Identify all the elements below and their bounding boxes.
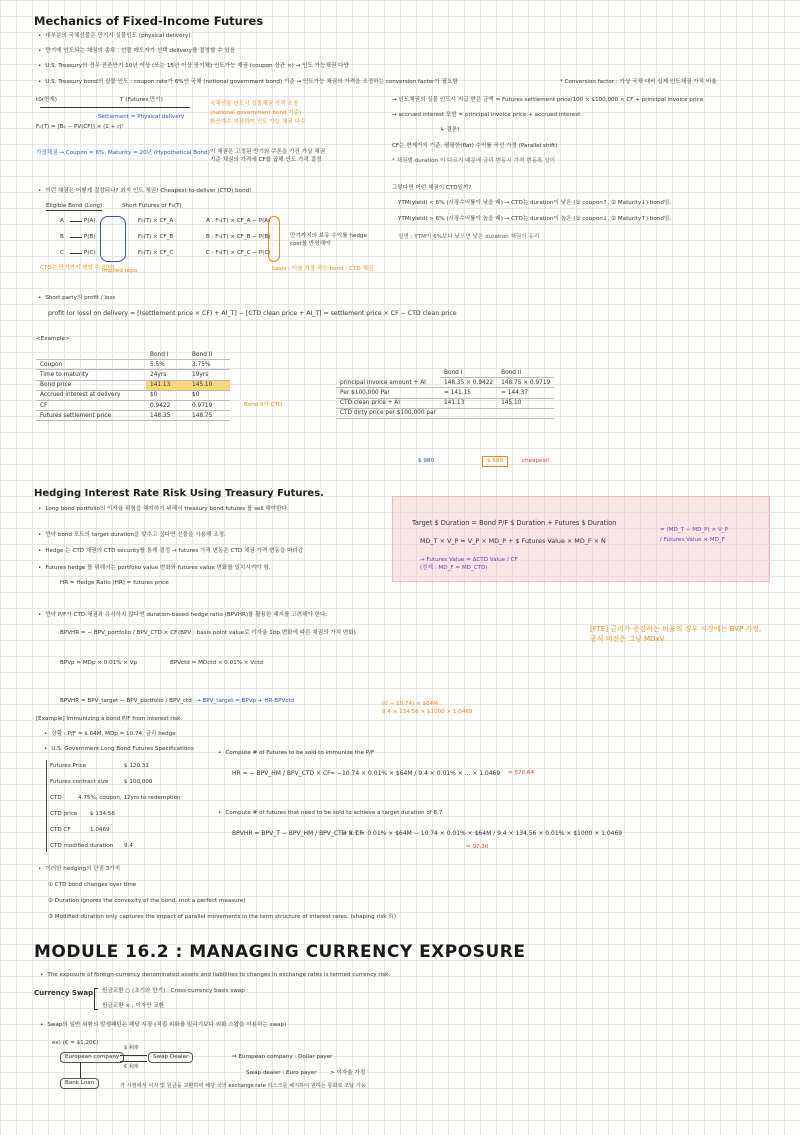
example-right-table: Bond I Bond II principal invoice amount + AI 148.35 × 0.9422 148.75 × 0.9719 Per $100,000 Par = 141.15 = 144.37 CTD clean price + AI 141.13 145.10 CTD dirty price per $100,000 par <box>336 368 554 419</box>
spec-value: $ 120.31 <box>124 763 149 769</box>
bpvp-formula: BPVp = MDp × 0.01% × Vp <box>60 660 138 666</box>
table-row: Futures settlement price 148.35 148.75 <box>36 411 230 421</box>
eligible-bond-label: Eligible Bond (Long) <box>46 203 103 209</box>
bpvctd-formula: BPVctd = MDctd × 0.01% × Vctd <box>170 660 263 666</box>
invoice-price-line: → 인도채권의 실물 인도시 지급 받은 금액 = Futures settlement price/100 × $100,000 × CF + principal invoice price <box>392 97 704 103</box>
fte-note-box: [FTE] 금리가 증감하는 비율의 경우 시장에는 BVP 가정, 공식 버전은 그냥 MDxV <box>590 625 762 643</box>
spec-value: $ 100,000 <box>124 779 153 785</box>
ctd-shift-title: 그렇다면 어떤 채권이 CTD일까? <box>392 185 472 191</box>
bpv-target-formula: → BPV_target = BPVp + HR·BPVctd <box>196 698 295 704</box>
bullet-physical-delivery: • 대부분의 국채선물은 만기시 실물인도 (physical delivery) <box>38 33 190 40</box>
ctd-note2: CF는 현재가치 기준. 평평한(flat) 수익률 곡선 가정 (Parallel shift) <box>392 143 558 149</box>
table-row: Coupon 5.5% 3.75% <box>36 360 230 370</box>
accrued-interest-line: → accrued interest 포함 = principal invoice price + accrued interest <box>392 112 581 118</box>
short-futures-label: Short Futures of F₀(T) <box>122 203 182 209</box>
hedge-bullet-3: • Hedge 는 CTD 채권의 CTD security를 통해 결정 → futures 가격 변동은 CTD 채권 가격 변동을 따라감 <box>38 548 303 555</box>
spec-label: CTD modified duration <box>50 843 114 849</box>
basis-note: basis : 이를 가장 작은 bond : CTD 채권 <box>272 266 374 272</box>
swap-type-2: 원금교환 × , 이자만 교환 <box>102 1003 165 1009</box>
implied-repo-label: Implied repo <box>102 268 138 274</box>
row-a-fut: F₀(T) × CF_A <box>138 218 174 224</box>
row-c-bond: C <box>60 250 64 256</box>
result-bond-i: $ 980 <box>418 458 435 464</box>
swap-dealer-box: Swap Dealer <box>148 1052 193 1063</box>
bond-ii-ctd-note: Bond II가 CTD <box>244 402 283 408</box>
ctd-change-note: CTD는 만기까지 변할 수 있다! <box>40 265 116 271</box>
section-title-fixed-income-futures: Mechanics of Fixed-Income Futures <box>34 14 264 28</box>
ec-role: ⇒ European company : Dollar payer <box>232 1054 333 1060</box>
spec-label: CTD <box>50 795 62 801</box>
target-bpvhr-formula: BPVHR = BPV_target − BPV_portfolio / BPV_ctd <box>60 698 192 704</box>
short-profit-label: • Short party의 profit / loss <box>38 295 115 302</box>
spec-value: 9.4 <box>124 843 133 849</box>
example-table: Bond I Bond II Coupon 5.5% 3.75% Time to maturity 24yrs 19yrs Bond price 141.13 145.10 Accrued interest at delivery $0 $0 CF 0.9422 0.9719 Futures settlement price 148.35 148.75 <box>36 350 230 421</box>
hedge-bullet-2: • 만약 bond 포트의 target duration을 맞추고 싶다면 선물을 사용해 조정. <box>38 532 226 539</box>
row-a-bond: A <box>60 218 64 224</box>
hedge-ratio-formula: HR = Hedge Ratio (HR) = futures price <box>60 580 169 586</box>
notional-bond-note: 가정채권 → Coupon = 6%, Maturity = 20년 (Hypothetical Bond) <box>36 150 210 156</box>
bpv-note: (BPV : basis point value로 이자율 1bp 변화에 따른 채권의 가치 변화) <box>178 630 356 636</box>
bank-loan-box: Bank Loan <box>60 1078 99 1089</box>
bullet-conversion: • U.S. Treasury bond의 실물 인도 : coupon rate가 6%인 국채 (notional government bond) 기준 → 인도가능 채권의 가격을 조정하는 conversion factor가 필요함 <box>38 79 458 86</box>
bullet-us-treasury: • U.S. Treasury의 경우 잔존만기 10년 이상 (또는 15년 이상 장기채) 인도가능 채권 (coupon 상관 ×) → 인도 가능채권 다양 <box>38 63 349 70</box>
row-b-fut: F₀(T) × CF_B <box>138 234 174 240</box>
table-row: CTD dirty price per $100,000 par <box>336 408 554 418</box>
spec-label: CTD CF <box>50 827 71 833</box>
row-c-fut: F₀(T) × CF_C <box>138 250 174 256</box>
row-c-diff: C : F₀(T) × CF_C − P(C) <box>206 250 271 256</box>
limit-item: ① CTD bond changes over time <box>48 882 137 888</box>
bullet-delivery-option: • 만기에 인도되는 채권의 종류 : 선물 매도자가 선택 delivery를 결정할 수 있음 <box>38 48 235 55</box>
ctd-shift-low: YTM(yield) < 6% (시장수익률이 낮을 때) → CTD는 duration이 낮은 (① coupon↑, ② Maturity↓) bond임. <box>398 200 672 206</box>
ctd-shift-high: YTM(yield) > 6% (시장수익률이 높을 때) → CTD는 duration이 높은 (① coupon↓, ② Maturity↑) bond임. <box>398 216 672 222</box>
row-c-price: P(C) <box>84 250 96 256</box>
cheapest-line: • 이런 채권은 어떻게 결정되나? 최저 인도 채권! Cheapest-to-deliver (CTD) bond! <box>38 188 251 195</box>
row-b-bond: B <box>60 234 64 240</box>
currency-swap-label: Currency Swap <box>34 989 94 997</box>
limit-item: ② Duration ignores the convexity of the bond. (not a perfect measure) <box>48 898 246 904</box>
hedge-bullet-1: • Long bond portfolio의 이자율 위험을 헤지하기 위해서 treasury bond futures 를 sell 해야한다. <box>38 506 289 513</box>
spec-value: 4.75%, coupon, 12yrs to redemption <box>78 795 181 801</box>
bpvhr-formula: BPVHR = − BPV_portfolio / BPV_CTD × CF <box>60 630 178 636</box>
table-row: CTD clean price + AI 141.13 145.10 <box>336 398 554 408</box>
cheapest-label: cheapest! <box>522 458 550 464</box>
compute-immunize: • Compute # of Futures to be sold to immunize the P/F <box>218 750 374 757</box>
table-row: Accrued interest at delivery $0 $0 <box>36 390 230 400</box>
direction-note: > 이자율 가정 <box>330 1070 366 1076</box>
table-row: Time to maturity 24yrs 19yrs <box>36 370 230 380</box>
profit-formula: profit (or loss) on delivery = [(settlement price × CF) + AI_T] − [CTD clean price + AI_T] = settlement price × CF − CTD clean price <box>48 310 457 317</box>
spec-value: 1.0469 <box>90 827 110 833</box>
swap-type-1: 원금교환 ○ (초기와 만기) : Cross-currency basis swap <box>102 988 245 994</box>
bpvhr-title: • 만약 P/F가 CTD 채권과 유사하지 않다면 duration-based hedge ratio (BPVHR)를 활용한 헤지를 고려해야 한다. <box>38 612 327 619</box>
row-a-price: P(A) <box>84 218 96 224</box>
result-immunize: ≈ 570.64 <box>508 770 535 776</box>
european-company-box: European company <box>60 1052 124 1063</box>
row-b-price: P(B) <box>84 234 96 240</box>
spec-label: Futures Price <box>50 763 87 769</box>
module-intro: • The exposure of foreign-currency denominated assets and liabilities to changes in exchange rates is termed currency risk. <box>40 972 390 979</box>
module-title: MODULE 16.2 : MANAGING CURRENCY EXPOSURE <box>34 942 526 962</box>
row-b-diff: B : F₀(T) × CF_B − P(B) <box>206 234 271 240</box>
section-title-hedging: Hedging Interest Rate Risk Using Treasury Futures. <box>34 488 324 499</box>
example-situation: • 상황 : P/F = $ 64M, MDp = 10.74, 금리 hedge <box>44 731 176 738</box>
spec-label: Futures contract size <box>50 779 109 785</box>
table-row: Bond price 141.13 145.10 <box>36 380 230 390</box>
swap-bullet: • Swap의 일반 외환의 발생패턴은 해당 시장 (직접 외화를 빌리기보다 외화 스왑을 이용하는 swap) <box>40 1022 286 1029</box>
result-target: ≈ 97.30 <box>466 844 489 850</box>
swap-example-label: ex) (€ = $1.20€) <box>52 1040 99 1046</box>
compute-target: • Compute # of futures that need to be sold to achieve a target duration of 8.7 <box>218 810 442 817</box>
example-title: <Example> <box>36 336 70 342</box>
conversion-factor-note: * Conversion factor : 가상 국채 대비 실제 인도채권 가치 비율 <box>560 79 717 85</box>
hedge-bullet-4: • Futures hedge 를 위해서는 portfolio value 변화와 futures value 변화를 일치시켜야 함. <box>38 565 271 572</box>
settlement-label: Settlement = Physical delivery <box>98 114 185 120</box>
limit-item: ③ Modified duration only captures the impact of parallel movements in the term structure of interest rates. (shaping risk 有) <box>48 914 397 920</box>
swap-sub-note: 각 시점에서 이자 및 원금을 교환하며 해당 국의 exchange rate 리스크를 헤지하여 원하는 통화로 조달 가능 <box>120 1083 366 1089</box>
result-bond-ii: $ 580 <box>482 456 508 467</box>
sd-role: Swap dealer : Euro payer <box>246 1070 317 1076</box>
table-row: CF 0.9422 0.9719 <box>36 400 230 410</box>
spec-label: CTD price <box>50 811 78 817</box>
spec-value: $ 134.56 <box>90 811 115 817</box>
futures-price-formula: F₀(T) = [B₀ − PV(CF)] × (1 + r)ᵀ <box>36 124 124 130</box>
table-row: principal invoice amount + AI 148.35 × 0.9422 148.75 × 0.9719 <box>336 378 554 388</box>
spec-title: • U.S. Government Long Bond Futures Specifications <box>44 746 194 753</box>
table-row: Per $100,000 Par = 141.15 = 144.37 <box>336 388 554 398</box>
example-immunizing-label: [Example] Immunizing a bond P/F from interest risk. <box>36 716 183 722</box>
row-a-diff: A : F₀(T) × CF_A − P(A) <box>206 218 271 224</box>
limits-title: • 이러한 hedging의 단점 3가지 <box>38 866 120 873</box>
